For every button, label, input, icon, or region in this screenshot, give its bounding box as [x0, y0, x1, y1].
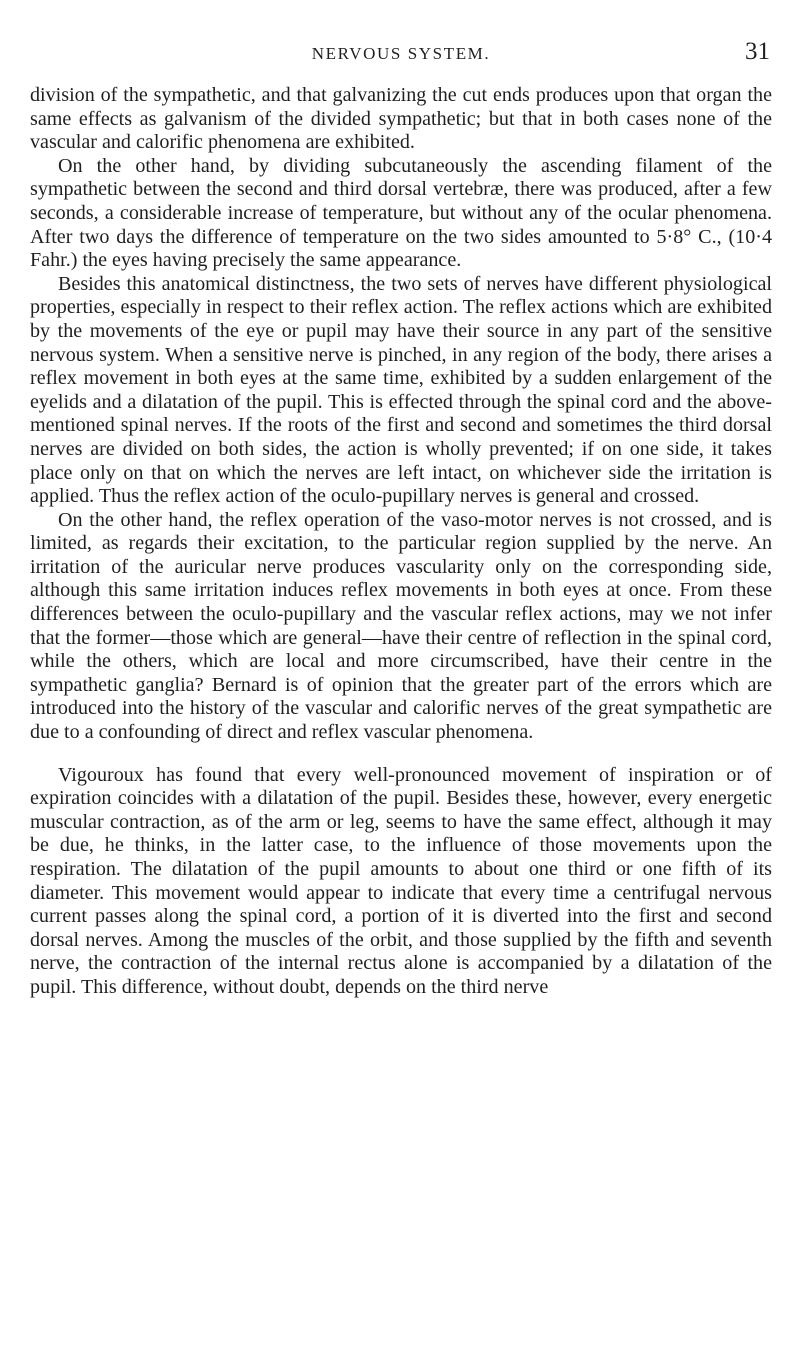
- paragraph-continuation: division of the sympathetic, and that galvanizing the cut ends produces upon that organ the same effects as galvanism of the divided sympathetic; but that in both cases none of the vascular and calorific phenomena are exhibited.: [30, 84, 772, 154]
- paragraph-ascending-filament: On the other hand, by dividing subcutaneously the ascending filament of the sympathetic between the second and third dorsal vertebræ, there was produced, after a few seconds, a considerable increase of temperature, but without any of the ocular phenomena. After two days the difference of temperature on the two sides amounted to 5·8° C., (10·4 Fahr.) the eyes having precisely the same appearance.: [30, 154, 772, 272]
- paragraph-reflex-action: Besides this anatomical distinctness, the two sets of nerves have different physiological properties, especially in respect to their reflex action. The reflex actions which are exhibited by the movements of the eye or pupil may have their source in any part of the sensitive nervous system. When a sensitive nerve is pinched, in any region of the body, there arises a reflex movement in both eyes at the same time, exhibited by a sudden enlargement of the eyelids and a dilatation of the pupil. This is effected through the spinal cord and the above-mentioned spinal nerves. If the roots of the first and second and sometimes the third dorsal nerves are divided on both sides, the action is wholly prevented; if on one side, it takes place only on that on which the nerves are left intact, on whichever side the irritation is applied. Thus the reflex action of the oculo-pupillary nerves is general and crossed.: [30, 272, 772, 508]
- page-header-title: NERVOUS SYSTEM.: [311, 44, 491, 63]
- body-text: [30, 84, 772, 1000]
- running-header: [30, 38, 772, 84]
- page-number: 31: [745, 38, 770, 65]
- paragraph-vaso-motor: On the other hand, the reflex operation of the vaso-motor nerves is not crossed, and is limited, as regards their excitation, to the particular region supplied by the nerve. An irritation of the auricular nerve produces vascularity only on the corresponding side, although this same irritation induces reflex movements in both eyes at once. From these differences between the oculo-pupillary and the vascular reflex actions, may we not infer that the former—those which are general—have their centre of reflection in the spinal cord, while the others, which are local and more circumscribed, have their centre in the sympathetic ganglia? Bernard is of opinion that the greater part of the errors which are introduced into the history of the vascular and calorific nerves of the great sympathetic are due to a confounding of direct and reflex vascular phenomena.: [30, 508, 772, 744]
- paragraph-vigouroux: Vigouroux has found that every well-pronounced movement of inspiration or of expiration coincides with a dilatation of the pupil. Besides these, however, every energetic muscular contraction, as of the arm or leg, seems to have the same effect, although it may be due, he thinks, in the latter case, to the influence of those movements upon the respiration. The dilatation of the pupil amounts to about one third or one fifth of its diameter. This movement would appear to indicate that every time a centrifugal nervous current passes along the spinal cord, a portion of it is diverted into the first and second dorsal nerves. Among the muscles of the orbit, and those supplied by the fifth and seventh nerve, the contraction of the internal rectus alone is accompanied by a dilatation of the pupil. This difference, without doubt, depends on the third nerve: [30, 763, 772, 998]
